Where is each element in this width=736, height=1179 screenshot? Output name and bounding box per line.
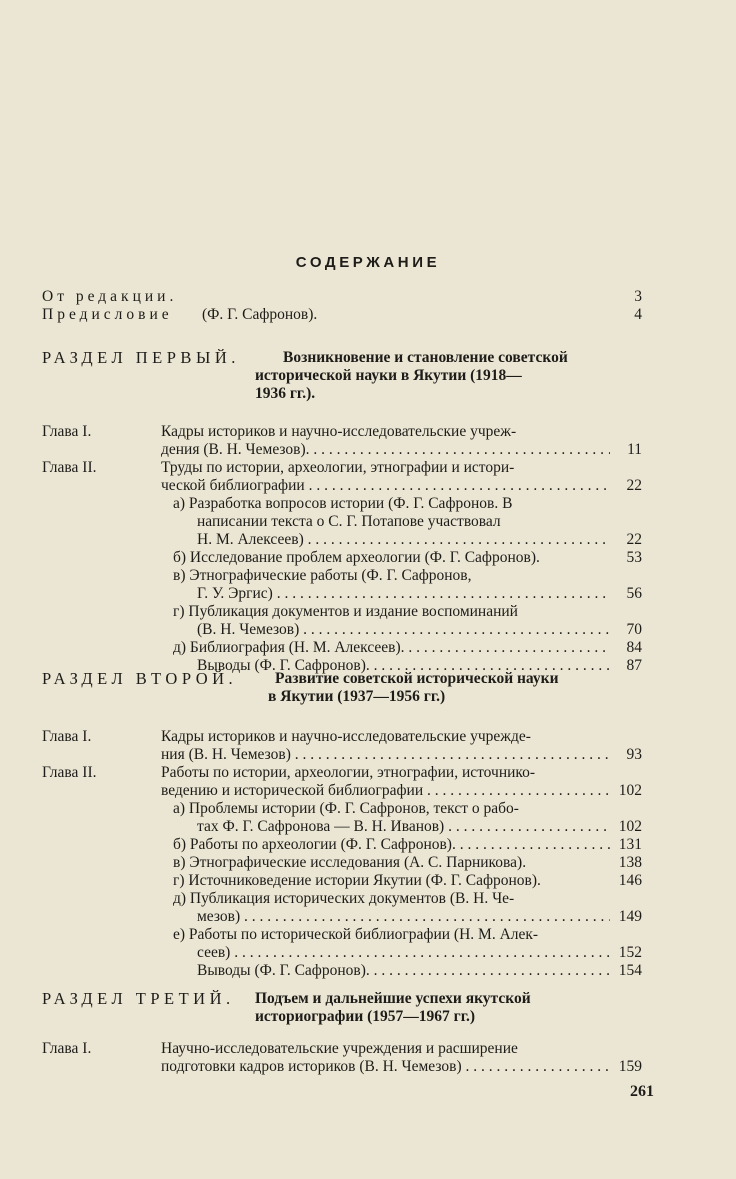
chapter-label: Глава I. [42,1040,92,1057]
page-title: СОДЕРЖАНИЕ [295,254,441,271]
chapter-label: Глава I. [42,423,92,440]
entry-text: написании текста о С. Г. Потапове участвовал [197,513,501,530]
page-ref: 84 [626,639,642,656]
page-ref: 154 [618,962,642,979]
page-ref: 138 [618,854,642,871]
toc-entry [42,621,642,639]
page-ref: 152 [618,944,642,961]
entry-label: От редакции. [42,288,178,305]
entry-text: подготовки кадров историков (В. Н. Чемезов) [161,1058,462,1075]
entry-text: мезов) [197,908,241,925]
section-label: РАЗДЕЛ ВТОРОЙ. [42,670,238,688]
chapter-label: Глава II. [42,459,97,476]
toc-entry [42,944,642,962]
entry-text: Г. У. Эргис) [197,585,273,602]
entry-text: Н. М. Алексеев) [197,531,304,548]
section-title-line: 1936 гг.). [255,385,316,402]
toc-entry [42,477,642,495]
section-title-line: Развитие советской исторической науки [275,670,559,687]
entry-text: ческой библиографии [161,477,305,494]
toc-entry [42,926,642,944]
toc-entry [42,872,642,890]
page-ref: 56 [626,585,642,602]
toc-entry [42,639,642,657]
toc-entry [42,818,642,836]
page-ref: 102 [618,782,642,799]
toc-entry [42,603,642,621]
entry-text: Выводы (Ф. Г. Сафронов). [197,657,370,674]
section-label: РАЗДЕЛ ТРЕТИЙ. [42,990,235,1008]
entry-text: (В. Н. Чемезов) [197,621,300,638]
entry-text: а) Разработка вопросов истории (Ф. Г. Сафронов. В [173,495,513,512]
entry-text: д) Публикация исторических документов (В. Н. Че- [173,890,515,907]
entry-text: в) Этнографические исследования (А. С. Парникова). [173,854,527,871]
toc-entry [42,549,642,567]
entry-text: Научно-исследовательские учреждения и расширение [161,1040,518,1057]
toc-entry [42,800,642,818]
page-ref: 11 [627,441,642,458]
section-title-line: Возникновение и становление советской [283,349,568,366]
entry-text: ния (В. Н. Чемезов) [161,746,291,763]
toc-entry [42,962,642,980]
entry-text: б) Работы по археологии (Ф. Г. Сафронов). [173,836,456,853]
toc-entry [42,764,642,782]
toc-entry [42,836,642,854]
toc-entry [42,1040,642,1058]
toc-entry [42,441,642,459]
page-ref: 3 [634,288,642,305]
toc-entry [42,728,642,746]
toc-entry [42,459,642,477]
toc-entry [42,423,642,441]
page-ref: 53 [626,549,642,566]
entry-text: е) Работы по исторической библиографии (Н. М. Алек- [173,926,539,943]
entry-text: г) Источниковедение истории Якутии (Ф. Г. Сафронов). [173,872,541,889]
entry-text: ведению и исторической библиографии [161,782,424,799]
entry-text: д) Библиография (Н. М. Алексеев). [173,639,405,656]
page-ref: 22 [626,531,642,548]
page-ref: 87 [626,657,642,674]
toc-entry [42,306,642,324]
entry-text: Кадры историков и научно-исследовательские учрежде- [161,728,531,745]
chapter-label: Глава I. [42,728,92,745]
entry-text: Труды по истории, археологии, этнографии и истори- [161,459,515,476]
section-title-line: историографии (1957—1967 гг.) [255,1008,476,1025]
toc-entry [42,585,642,603]
page-ref: 4 [634,306,642,323]
entry-text: Кадры историков и научно-исследовательские учреж- [161,423,517,440]
section-title-line: Подъем и дальнейшие успехи якутской [255,990,531,1007]
toc-entry [42,288,642,306]
page-ref: 22 [626,477,642,494]
page-ref: 146 [618,872,642,889]
section-title-line: исторической науки в Якутии (1918— [255,367,522,384]
entry-text: б) Исследование проблем археологии (Ф. Г. Сафронов). [173,549,540,566]
page-ref: 93 [626,746,642,763]
page-ref: 102 [618,818,642,835]
entry-text: в) Этнографические работы (Ф. Г. Сафронов, [173,567,472,584]
toc-entry [42,782,642,800]
toc-entry [42,513,642,531]
page-ref: 70 [626,621,642,638]
page-ref: 149 [618,908,642,925]
section-label: РАЗДЕЛ ПЕРВЫЙ. [42,349,240,367]
toc-entry [42,908,642,926]
toc-entry [42,746,642,764]
toc-entry [42,531,642,549]
section-title-line: в Якутии (1937—1956 гг.) [268,688,446,705]
chapter-label: Глава II. [42,764,97,781]
toc-entry [42,1058,642,1076]
entry-text: Выводы (Ф. Г. Сафронов). [197,962,370,979]
page-ref: 159 [618,1058,642,1075]
entry-text: тах Ф. Г. Сафронова — В. Н. Иванов) [197,818,445,835]
toc-entry [42,854,642,872]
toc-entry [42,890,642,908]
entry-text: дения (В. Н. Чемезов). [161,441,310,458]
entry-text: (Ф. Г. Сафронов). [202,306,318,323]
entry-text: а) Проблемы истории (Ф. Г. Сафронов, текст о рабо- [173,800,519,817]
entry-text: Работы по истории, археологии, этнографии, источнико- [161,764,536,781]
toc-entry [42,495,642,513]
entry-text: сеев) [197,944,231,961]
entry-text: г) Публикация документов и издание воспоминаний [173,603,518,620]
page-ref: 131 [618,836,642,853]
toc-entry [42,567,642,585]
page-number: 261 [630,1083,654,1100]
entry-label: Предисловие [42,306,173,323]
